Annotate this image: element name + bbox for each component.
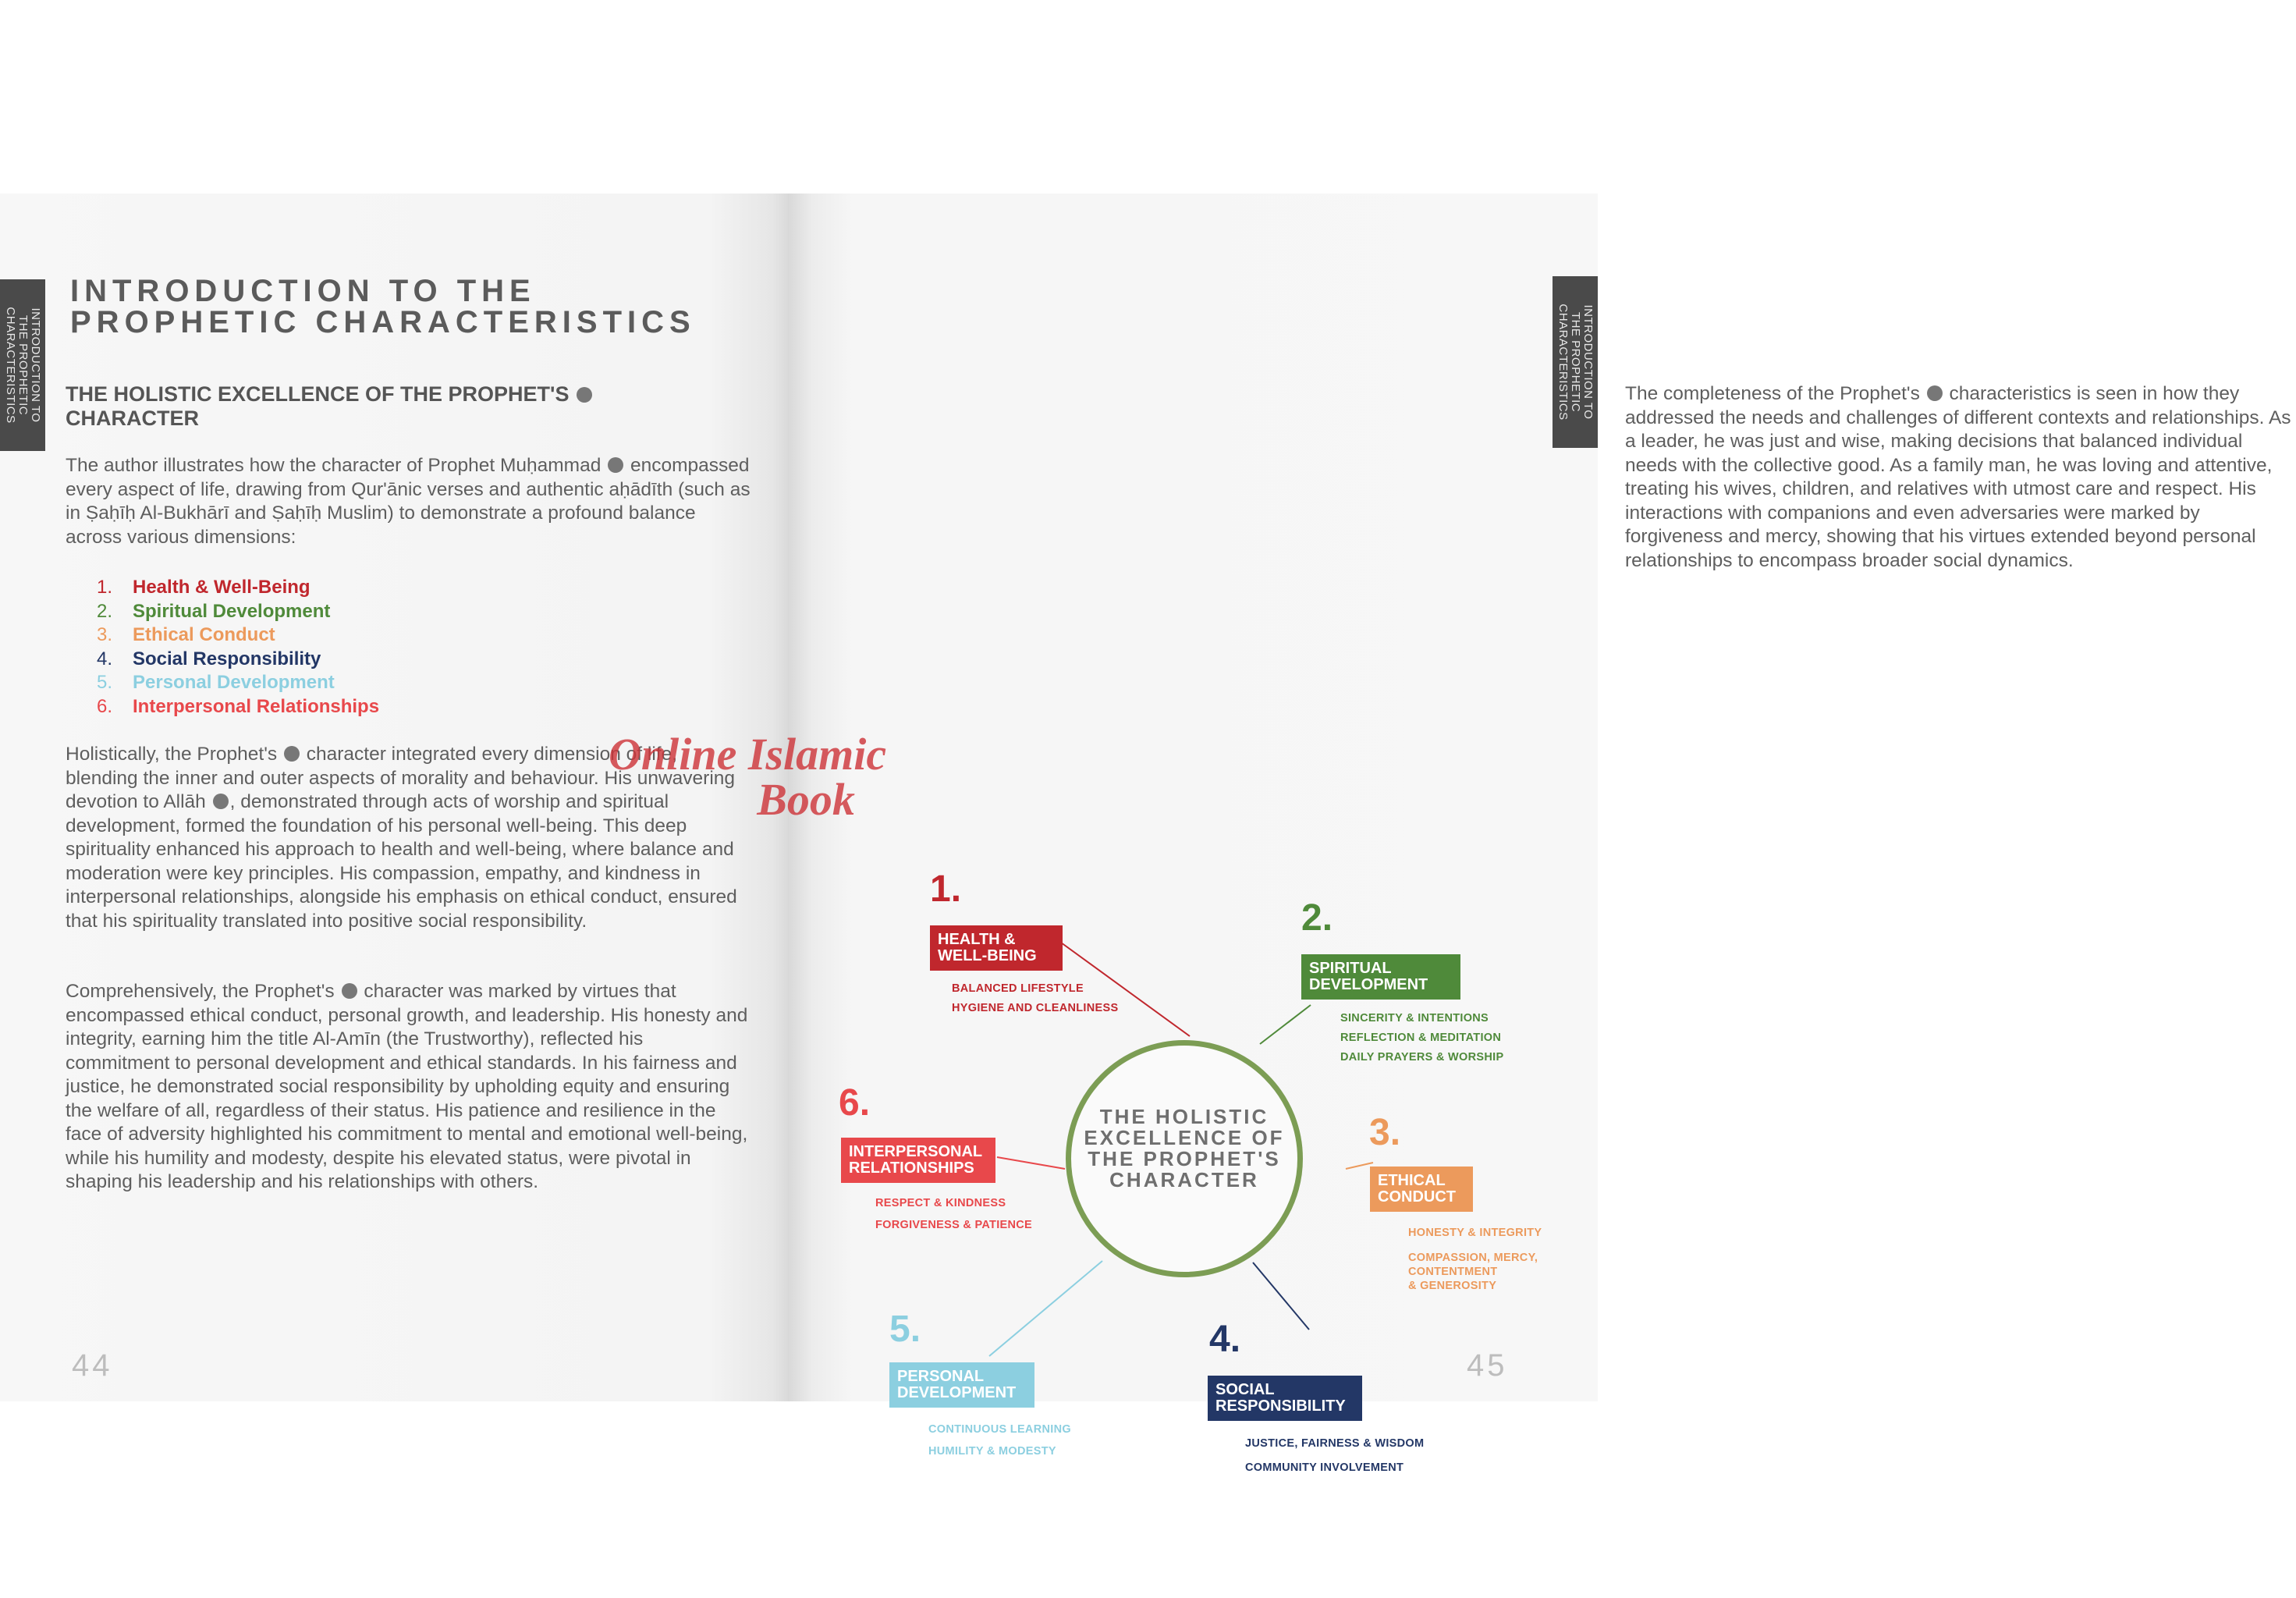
- list-number: 2.: [97, 600, 113, 622]
- center-label: THE HOLISTIC EXCELLENCE OF THE PROPHET'S CHARACTER: [1084, 1105, 1285, 1191]
- book-spread: [0, 194, 2291, 1474]
- node-subs-interpersonal: RESPECT & KINDNESS FORGIVENESS & PATIENCE: [875, 1197, 1033, 1231]
- text-span: character integrated every dimension of life, blending the inner and outer aspects of morality and behaviour. His unwavering devotion to Allāh: [66, 744, 736, 812]
- side-tab-label: INTRODUCTION TO THE PROPHETIC CHARACTERISTICS: [4, 307, 42, 424]
- node-number-6: 6.: [839, 1082, 871, 1124]
- text-span: , demonstrated through acts of worship and spiritual development, formed the foundation of his personal well-being. This deep spirituality enhanced his approach to health and well-being, where balance and moderation were key principles. His compassion, empathy, and kindness in interpersonal relationships, alongside his emphasis on ethical conduct, ensured that his spirituality translated into positive social responsibility.: [66, 791, 737, 932]
- list-item: [97, 695, 379, 719]
- intro-paragraph: [66, 454, 752, 549]
- list-number: 5.: [97, 672, 113, 693]
- list-item: [97, 576, 379, 600]
- honorific-symbol-icon: [284, 746, 300, 762]
- watermark-line1: Online Islamic: [609, 729, 887, 779]
- node-subs-social: JUSTICE, FAIRNESS & WISDOM COMMUNITY INVOLVEMENT: [1245, 1437, 1425, 1474]
- section-heading: [66, 382, 658, 431]
- node-badge-interpersonal: INTERPERSONAL RELATIONSHIPS: [841, 1138, 995, 1183]
- node-number-5: 5.: [889, 1309, 921, 1350]
- node-subs-ethical-1: HONESTY & INTEGRITY: [1408, 1227, 1542, 1239]
- page-number-right: 45: [1467, 1348, 1508, 1383]
- node-number-2: 2.: [1301, 897, 1333, 939]
- list-label: Personal Development: [133, 672, 335, 693]
- list-label: Spiritual Development: [133, 600, 331, 622]
- text-span: The author illustrates how the character of Prophet Muḥammad: [66, 455, 602, 476]
- honorific-symbol-icon: [1927, 385, 1943, 401]
- node-badge-ethical: ETHICAL CONDUCT: [1370, 1167, 1473, 1212]
- text-span: encompassed every aspect of life, drawing from Qur'ānic verses and authentic aḥādīth (such as in Ṣaḥīḥ Al-Bukhārī and Ṣaḥīḥ Muslim) to demonstrate a profound balance across various dimensions:: [66, 455, 751, 548]
- text-span: Comprehensively, the Prophet's: [66, 981, 335, 1002]
- side-tab-label: INTRODUCTION TO THE PROPHETIC CHARACTERISTICS: [1556, 304, 1595, 421]
- node-number-4: 4.: [1209, 1319, 1241, 1360]
- list-item: [97, 600, 379, 624]
- list-label: Social Responsibility: [133, 648, 321, 669]
- text-span: The completeness of the Prophet's: [1625, 383, 1920, 404]
- node-badge-spiritual: SPIRITUAL DEVELOPMENT: [1301, 954, 1460, 1000]
- honorific-symbol-icon: [608, 457, 623, 473]
- list-number: 4.: [97, 648, 113, 669]
- list-label: Interpersonal Relationships: [133, 695, 380, 717]
- watermark-line2: Book: [757, 774, 855, 825]
- completeness-paragraph: [1625, 382, 2296, 573]
- watermark: [609, 729, 887, 825]
- honorific-symbol-icon: [342, 983, 357, 999]
- node-badge-social: SOCIAL RESPONSIBILITY: [1208, 1376, 1362, 1421]
- dimensions-list: [97, 576, 379, 719]
- center-circle: [1066, 1040, 1303, 1277]
- node-badge-personal: PERSONAL DEVELOPMENT: [889, 1362, 1034, 1408]
- node-subs-health: BALANCED LIFESTYLE HYGIENE AND CLEANLINESS: [952, 982, 1119, 1014]
- side-tab-left: [0, 279, 45, 451]
- section-heading-line1: THE HOLISTIC EXCELLENCE OF THE PROPHET'S: [66, 382, 570, 406]
- holistic-diagram: [827, 669, 1576, 1497]
- node-subs-personal: CONTINUOUS LEARNING HUMILITY & MODESTY: [928, 1423, 1071, 1458]
- list-label: Ethical Conduct: [133, 624, 275, 645]
- node-subs-spiritual: SINCERITY & INTENTIONS REFLECTION & MEDITATION DAILY PRAYERS & WORSHIP: [1340, 1012, 1504, 1064]
- honorific-symbol-icon: [577, 387, 592, 403]
- node-subs-ethical-2: COMPASSION, MERCY, CONTENTMENT & GENEROSITY: [1408, 1252, 1538, 1292]
- comprehensive-paragraph: [66, 980, 752, 1195]
- text-span: character was marked by virtues that encompassed ethical conduct, personal growth, and leadership. His honesty and integrity, earning him the title Al-Amīn (the Trustworthy), reflected his commitment to personal development and ethical standards. In his fairness and justice, he demonstrated social responsibility by upholding equity and ensuring the welfare of all, regardless of their status. His patience and resilience in the face of adversity highlighted his commitment to mental and emotional well-being, while his humility and modesty, despite his elevated status, were pivotal in shaping his leadership and his relationships with others.: [66, 981, 748, 1192]
- page-number-left: 44: [72, 1348, 113, 1383]
- text-span: characteristics is seen in how they addressed the needs and challenges of different contexts and relationships. As a leader, he was just and wise, making decisions that balanced individual needs with the collective good. As a family man, he was loving and attentive, treating his wives, children, and relatives with utmost care and respect. His interactions with companions and even adversaries were marked by forgiveness and mercy, showing that his virtues extended beyond personal relationships to encompass broader social dynamics.: [1625, 383, 2291, 571]
- list-number: 6.: [97, 695, 113, 717]
- page-title: INTRODUCTION TO THE PROPHETIC CHARACTERISTICS: [70, 274, 696, 339]
- node-number-1: 1.: [930, 868, 962, 910]
- text-span: Holistically, the Prophet's: [66, 744, 278, 765]
- node-number-3: 3.: [1369, 1112, 1401, 1153]
- list-item: [97, 648, 379, 672]
- list-item: [97, 623, 379, 648]
- list-number: 3.: [97, 624, 113, 645]
- list-item: [97, 671, 379, 695]
- list-label: Health & Well-Being: [133, 577, 311, 598]
- section-heading-line2: CHARACTER: [66, 407, 199, 430]
- side-tab-right: [1553, 276, 1598, 448]
- node-badge-health: HEALTH & WELL-BEING: [930, 925, 1063, 971]
- list-number: 1.: [97, 577, 113, 598]
- honorific-symbol-icon: [213, 794, 229, 809]
